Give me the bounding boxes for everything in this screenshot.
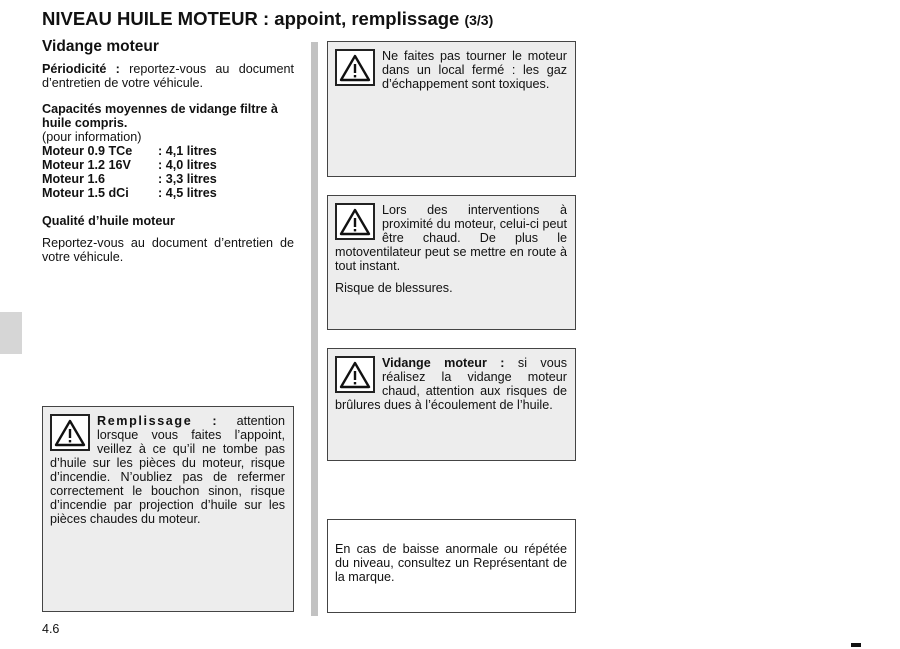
drain-warning-label: Vidange moteur :: [382, 356, 505, 370]
drain-warning-box: [327, 348, 576, 461]
periodicity-text: reportez-vous au document d’entretien de votre véhicule.: [42, 62, 294, 90]
engine-capacity: : 4,0 litres: [158, 158, 217, 172]
periodicity-label: Périodicité :: [42, 62, 120, 76]
title-pagination: (3/3): [464, 12, 494, 28]
advice-text: En cas de baisse anormale ou répétée du niveau, consultez un Représentant de la marque.: [335, 542, 567, 584]
engine-name: Moteur 1.5 dCi: [42, 186, 129, 200]
engine-row: [42, 186, 294, 200]
engine-row: [42, 172, 294, 186]
title-text: NIVEAU HUILE MOTEUR : appoint, remplissage: [42, 8, 460, 29]
capacities-heading: Capacités moyennes de vidange filtre à huile compris.: [42, 102, 278, 130]
warning-triangle-icon: [50, 414, 90, 451]
injury-risk-text: Risque de blessures.: [335, 281, 453, 295]
engine-capacity: : 3,3 litres: [158, 172, 217, 186]
filling-warning-box: [42, 406, 294, 612]
engine-capacity: : 4,1 litres: [158, 144, 217, 158]
section-heading: Vidange moteur: [42, 38, 159, 55]
page-title: [42, 8, 493, 30]
page-number: 4.6: [42, 622, 60, 636]
filling-warning-text: attention lorsque vous faites l’appoint, veillez à ce qu’il ne tombe pas d’huile sur les pièces du moteur, risque d’incendie. N’oubliez pas de refermer correctement le bouchon sinon, risque d’incendie par projection d’huile sur les pièces chaudes du moteur.: [50, 414, 285, 526]
column-divider: [311, 42, 318, 616]
oil-quality-text: Reportez-vous au document d’entretien de votre véhicule.: [42, 236, 294, 264]
warning-triangle-icon: [335, 203, 375, 240]
exhaust-warning-box: [327, 41, 576, 177]
chapter-tab: [0, 312, 22, 354]
filling-warning-label: Remplissage :: [97, 414, 219, 428]
hot-engine-warning-text: Lors des interventions à proximité du moteur, celui-ci peut être chaud. De plus le motoventilateur peut se mettre en route à tout instant.: [335, 203, 567, 273]
engine-capacity-list: [42, 144, 294, 200]
engine-name: Moteur 1.6: [42, 172, 105, 186]
engine-name: Moteur 0.9 TCe: [42, 144, 133, 158]
engine-row: [42, 158, 294, 172]
warning-triangle-icon: [335, 49, 375, 86]
exhaust-warning-text: Ne faites pas tourner le moteur dans un local fermé : les gaz d’échappement sont toxiques.: [382, 49, 567, 91]
warning-triangle-icon: [335, 356, 375, 393]
drain-warning-text: si vous réalisez la vidange moteur chaud, attention aux risques de brûlures dues à l’écoulement de l’huile.: [335, 356, 568, 412]
hot-engine-warning-box: [327, 195, 576, 330]
engine-name: Moteur 1.2 16V: [42, 158, 131, 172]
oil-quality-heading: Qualité d’huile moteur: [42, 214, 175, 228]
corner-mark: [851, 643, 861, 647]
advice-box: [327, 519, 576, 613]
left-column: [42, 38, 294, 276]
engine-row: [42, 144, 294, 158]
capacities-note: (pour information): [42, 130, 142, 144]
engine-capacity: : 4,5 litres: [158, 186, 217, 200]
periodicity-paragraph: [42, 62, 294, 90]
